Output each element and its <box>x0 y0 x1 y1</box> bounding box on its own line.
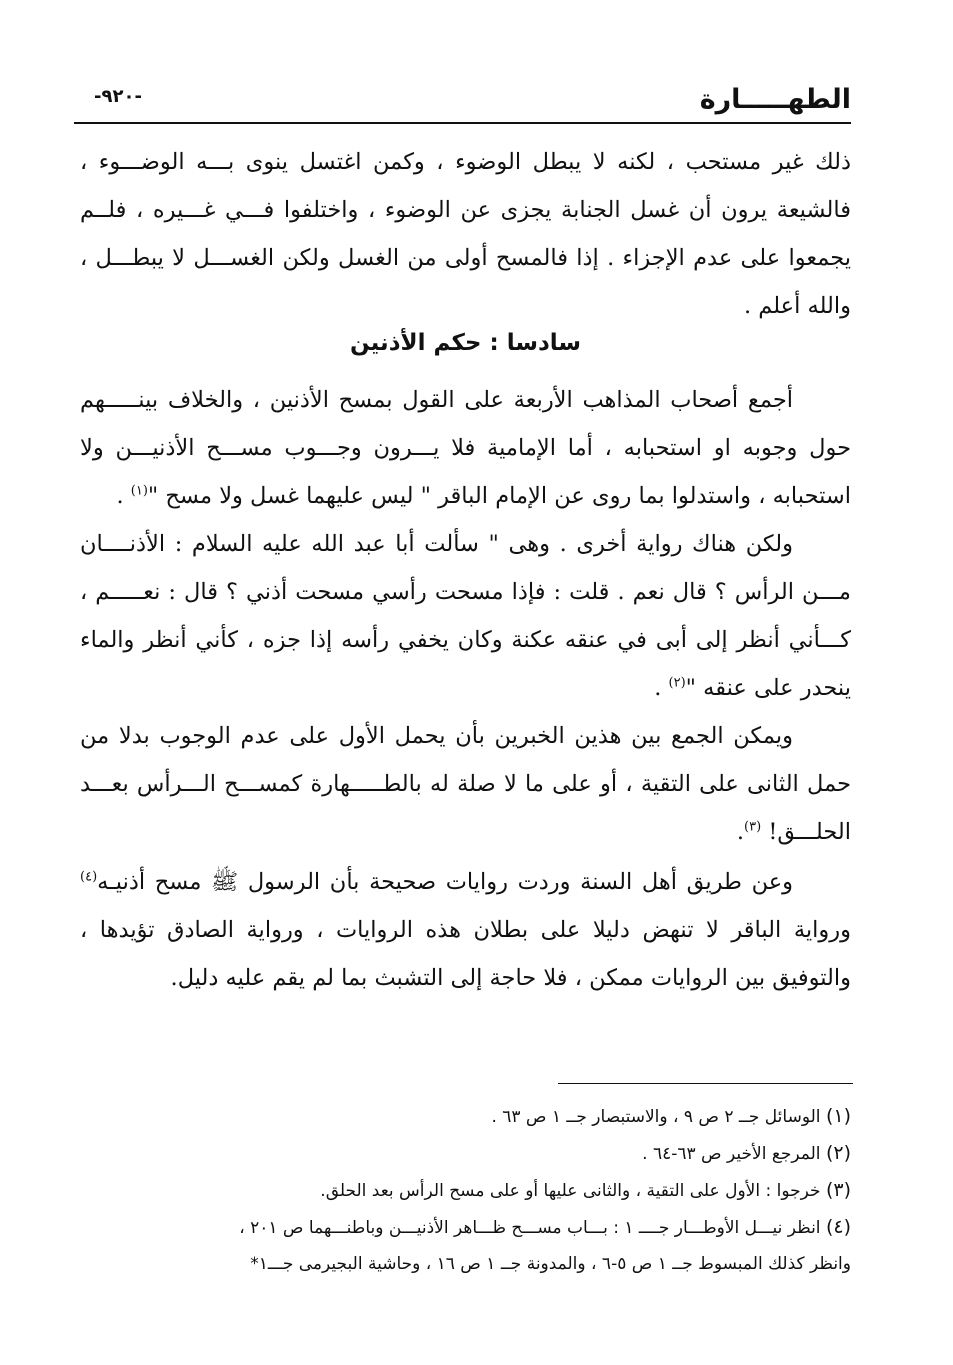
paragraph-1-text: ذلك غير مستحب ، لكنه لا يبطل الوضوء ، وكمن اغتسل ينوى بـــه الوضـــوء ، فالشيعة يرون أن غسل الجنابة يجزى عن الوضوء ، واختلفوا فـــي غـــيره ، فلــم يجمعوا على عدم الإجزاء . إذا فالمسح أولى من الغسل ولكن الغســـل لا يبطـــل ، والله أعلم . <box>80 149 851 319</box>
paragraph-4-text: ويمكن الجمع بين هذين الخبرين بأن يحمل الأول على عدم الوجوب بدلا من حمل الثانى على التقية ، أو على ما لا صلة له بالطـــــهارة كمســـح الـــرأس بعـــد الحلـــق! <box>80 723 851 845</box>
paragraph-2-end: . <box>116 483 131 509</box>
footnote-4-continued <box>60 1246 851 1282</box>
paragraph-5-text-b: ورواية الباقر لا تنهض دليلا على بطلان هذه الروايات ، ورواية الصادق تؤيدها ، والتوفيق بين الروايات ممكن ، فلا حاجة إلى التشبث بما لم يقم عليه دليل. <box>80 917 851 991</box>
section-heading: سادسا : حكم الأذنين <box>349 330 582 356</box>
footnote-4-continued-text: وانظر كذلك المبسوط جــ ١ ص ٥-٦ ، والمدونة جــ ١ ص ١٦ ، وحاشية البجيرمى جـــ١* <box>250 1254 851 1274</box>
footnote-1 <box>60 1098 851 1135</box>
footnote-ref-2: (٢) <box>668 675 686 691</box>
footnote-separator <box>558 1083 853 1084</box>
footnote-3-number: (٣) <box>825 1179 851 1201</box>
page-header <box>74 80 851 124</box>
paragraph-4 <box>80 712 851 856</box>
footnote-1-number: (١) <box>825 1105 851 1127</box>
footnote-ref-1: (١) <box>130 483 148 499</box>
footnote-4-text: انظر نيـــل الأوطـــار جــــ ١ : بـــاب مســـح ظـــاهر الأذنيـــن وباطنـــهما ص ٢٠١ ، <box>239 1218 826 1238</box>
footnote-4-number: (٤) <box>825 1216 851 1238</box>
chapter-title: الطهـــــارة <box>699 84 851 115</box>
footnote-3 <box>60 1172 851 1209</box>
paragraph-5-text-a: وعن طريق أهل السنة وردت روايات صحيحة بأن الرسول ﷺ مسح أذنيـه <box>97 869 793 895</box>
paragraph-4-end: . <box>736 819 745 845</box>
footnote-2 <box>60 1135 851 1172</box>
paragraph-1 <box>80 138 851 330</box>
paragraph-3-text: ولكن هناك رواية أخرى . وهى " سألت أبا عبد الله عليه السلام : الأذنــــان مـــن الرأس ؟ قال نعم . قلت : فإذا مسحت رأسي مسحت أذني ؟ قال : نعـــــم ، كـــأني أنظر إلى أبى في عنقه عكنة وكان يخفي رأسه إذا جزه ، كأني أنظر والماء ينحدر على عنقه " <box>80 531 851 701</box>
footnote-ref-4: (٤) <box>80 869 98 885</box>
footnotes <box>60 1098 851 1282</box>
paragraph-3-end: . <box>654 675 669 701</box>
footnote-ref-3: (٣) <box>744 819 762 835</box>
paragraph-2-text: أجمع أصحاب المذاهب الأربعة على القول بمسح الأذنين ، والخلاف بينـــــهم حول وجوبه او استحبابه ، أما الإمامية فلا يـــرون وجـــوب مســـح الأذنيـــن ولا استحبابه ، واستدلوا بما روى عن الإمام الباقر " ليس عليهما غسل ولا مسح " <box>80 387 851 509</box>
page-number: -٩٢٠- <box>94 86 142 107</box>
footnote-3-text: خرجوا : الأول على التقية ، والثانى عليها أو على مسح الرأس بعد الحلق. <box>320 1181 826 1201</box>
paragraph-5 <box>80 858 851 1002</box>
footnote-2-text: المرجع الأخير ص ٦٣-٦٤ . <box>642 1144 826 1164</box>
footnote-4 <box>60 1209 851 1246</box>
footnote-1-text: الوسائل جــ ٢ ص ٩ ، والاستبصار جــ ١ ص ٦٣ . <box>491 1107 826 1127</box>
paragraph-2 <box>80 376 851 520</box>
paragraph-3 <box>80 520 851 712</box>
footnote-2-number: (٢) <box>825 1142 851 1164</box>
